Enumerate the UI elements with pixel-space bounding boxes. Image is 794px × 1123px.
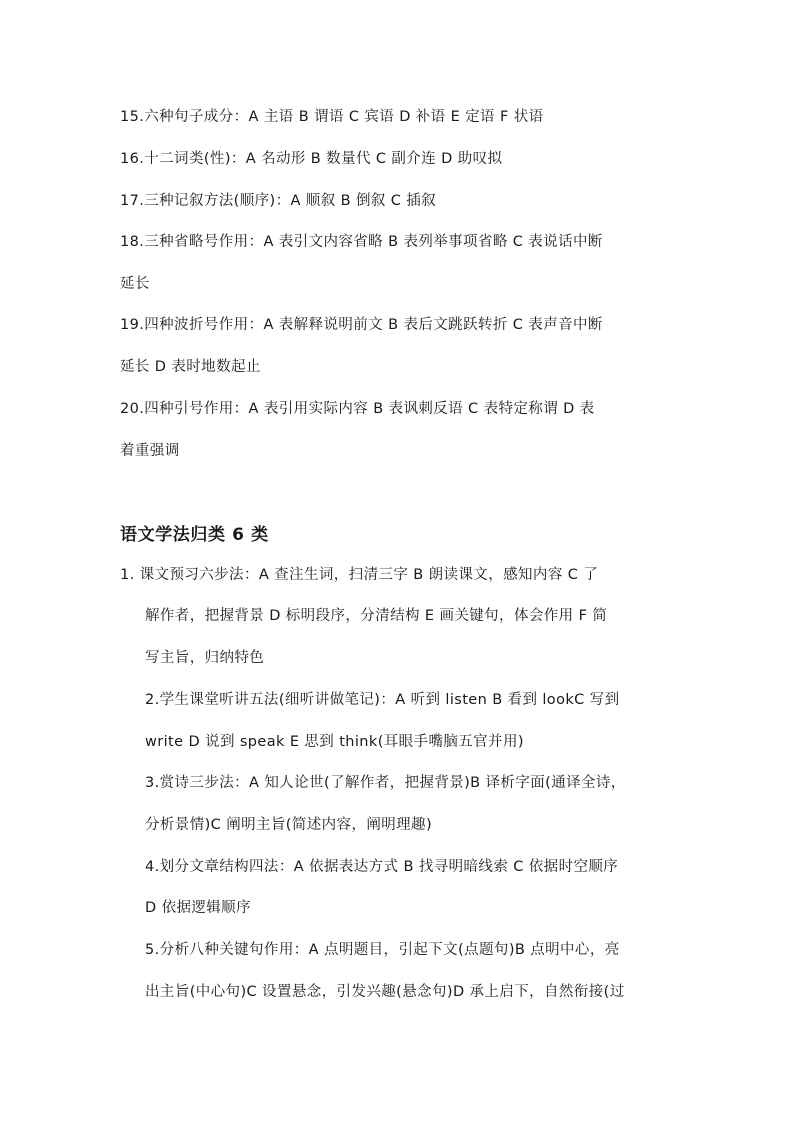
item-19-continuation: 延长 D 表时地数起止 (120, 359, 261, 375)
item-15-line: 15.六种句子成分：A 主语 B 谓语 C 宾语 D 补语 E 定语 F 状语 (120, 109, 544, 125)
method-5-continuation: 出主旨(中心句)C 设置悬念，引发兴趣(悬念句)D 承上启下，自然衔接(过 (145, 984, 625, 1000)
section-heading: 语文学法归类 6 类 (120, 525, 269, 545)
method-4-continuation: D 依据逻辑顺序 (145, 900, 251, 916)
method-3-continuation: 分析景情)C 阐明主旨(简述内容，阐明理趣) (145, 817, 433, 833)
method-4-line: 4.划分文章结构四法：A 依据表达方式 B 找寻明暗线索 C 依据时空顺序 (145, 859, 619, 875)
method-1-line: 1. 课文预习六步法：A 查注生词，扫清三字 B 朗读课文，感知内容 C 了 (120, 567, 599, 583)
method-3-line: 3.赏诗三步法：A 知人论世(了解作者，把握背景)B 译析字面(通译全诗， (145, 775, 626, 791)
item-16-line: 16.十二词类(性)：A 名动形 B 数量代 C 副介连 D 助叹拟 (120, 151, 503, 167)
item-19-line: 19.四种波折号作用：A 表解释说明前文 B 表后文跳跃转折 C 表声音中断 (120, 317, 603, 333)
method-1-continuation: 解作者，把握背景 D 标明段序，分清结构 E 画关键句，体会作用 F 简 (145, 608, 608, 624)
item-18-continuation: 延长 (120, 276, 150, 292)
item-20-line: 20.四种引号作用：A 表引用实际内容 B 表讽刺反语 C 表特定称谓 D 表 (120, 401, 595, 417)
item-17-line: 17.三种记叙方法(顺序)：A 顺叙 B 倒叙 C 插叙 (120, 193, 437, 209)
method-1-continuation-2: 写主旨，归纳特色 (145, 650, 265, 666)
item-18-line: 18.三种省略号作用：A 表引文内容省略 B 表列举事项省略 C 表说话中断 (120, 234, 603, 250)
method-5-line: 5.分析八种关键句作用：A 点明题目，引起下文(点题句)B 点明中心，亮 (145, 942, 620, 958)
item-20-continuation: 着重强调 (120, 443, 180, 459)
method-2-continuation: write D 说到 speak E 思到 think(耳眼手嘴脑五官并用) (145, 734, 524, 750)
method-2-line: 2.学生课堂听讲五法(细听讲做笔记)：A 听到 listen B 看到 lookC 写到 (145, 692, 620, 708)
